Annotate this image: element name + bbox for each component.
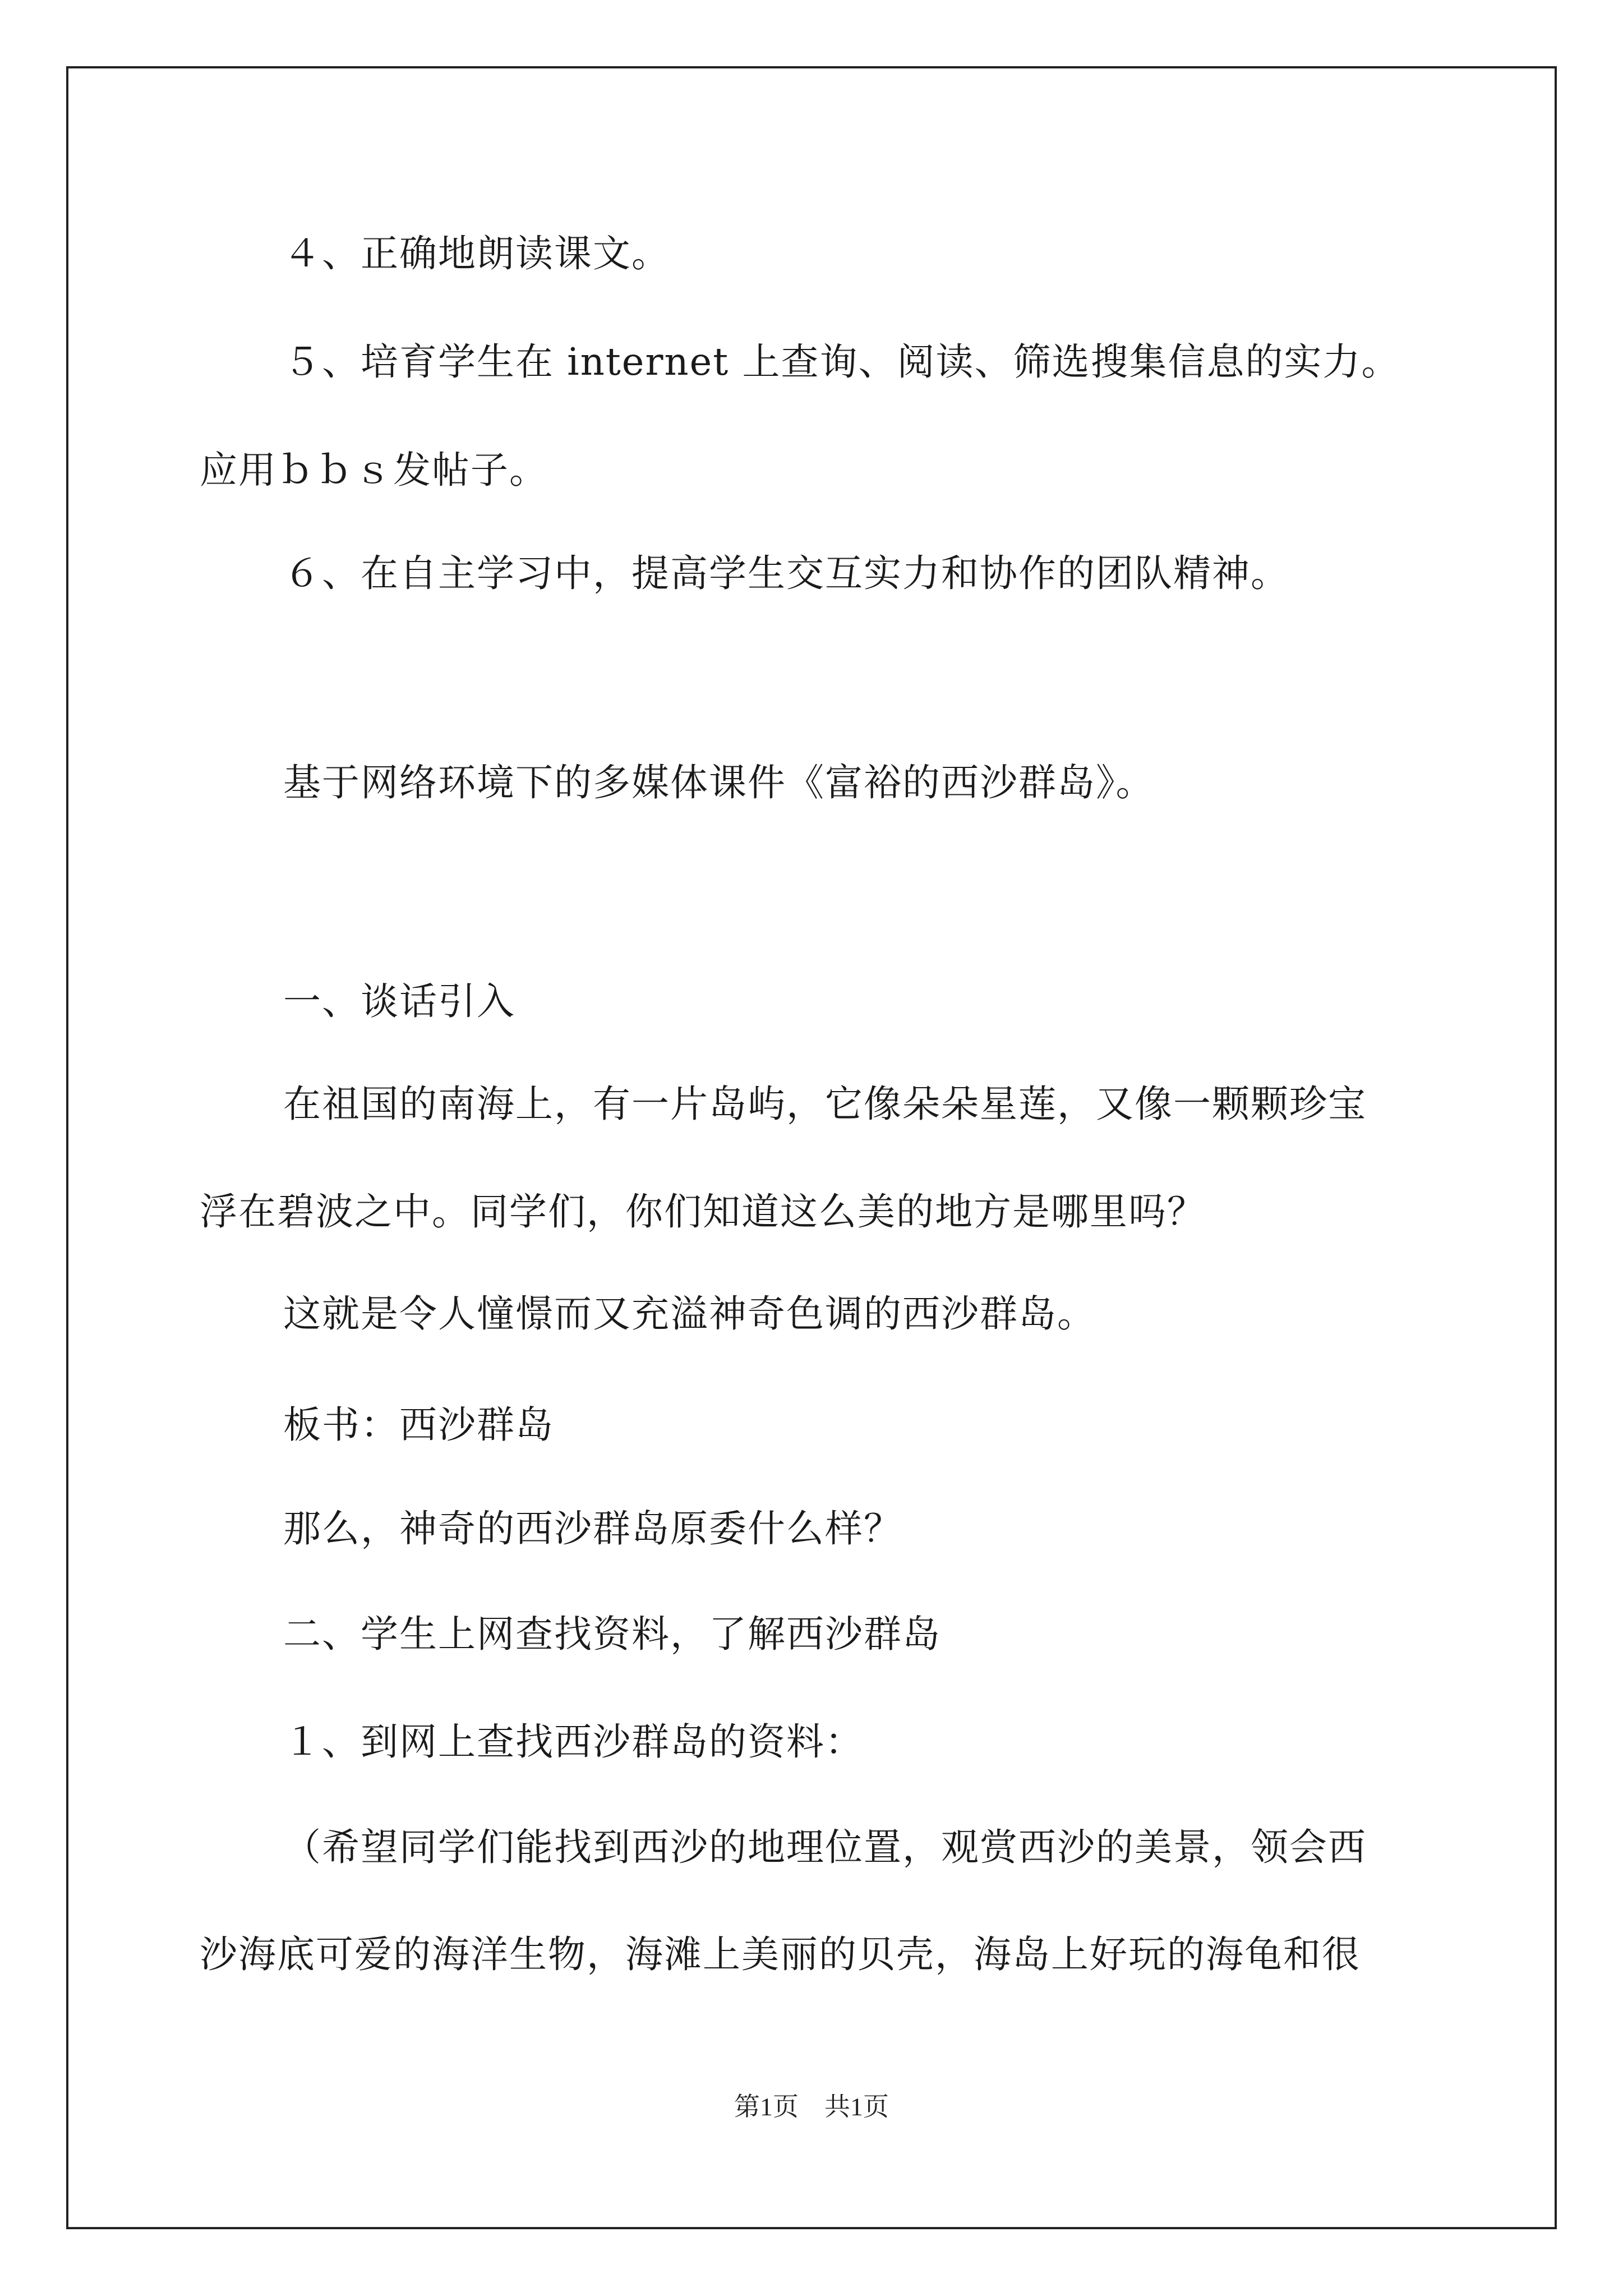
text-line: 沙海底可爱的海洋生物，海滩上美丽的贝壳，海岛上好玩的海龟和很: [200, 1932, 1361, 1976]
text-line: 应用ｂｂｓ发帖子。: [200, 448, 548, 492]
text-line: 浮在碧波之中。同学们，你们知道这么美的地方是哪里吗？: [200, 1190, 1206, 1234]
text-line: 二、学生上网查找资料，了解西沙群岛: [283, 1612, 941, 1656]
text-line: １、到网上查找西沙群岛的资料：: [283, 1720, 864, 1764]
page-footer: 第1页 共1页: [734, 2092, 889, 2121]
text-line: 这就是令人憧憬而又充溢神奇色调的西沙群岛。: [283, 1292, 1096, 1336]
text-line: ５、培育学生在 internet 上查询、阅读、筛选搜集信息的实力。: [283, 340, 1400, 384]
text-line: 在祖国的南海上，有一片岛屿，它像朵朵星莲，又像一颗颗珍宝: [283, 1082, 1367, 1126]
text-line: ６、在自主学习中，提高学生交互实力和协作的团队精神。: [283, 551, 1289, 595]
text-line: ４、正确地朗读课文。: [283, 232, 670, 275]
text-line: 基于网络环境下的多媒体课件《富裕的西沙群岛》。: [283, 761, 1155, 804]
text-line: 那么，神奇的西沙群岛原委什么样？: [283, 1507, 902, 1550]
page-border: [66, 66, 1557, 2229]
text-line: 一、谈话引入: [283, 979, 515, 1023]
text-line: （希望同学们能找到西沙的地理位置，观赏西沙的美景，领会西: [283, 1825, 1367, 1869]
text-line: 板书：西沙群岛: [283, 1403, 554, 1447]
